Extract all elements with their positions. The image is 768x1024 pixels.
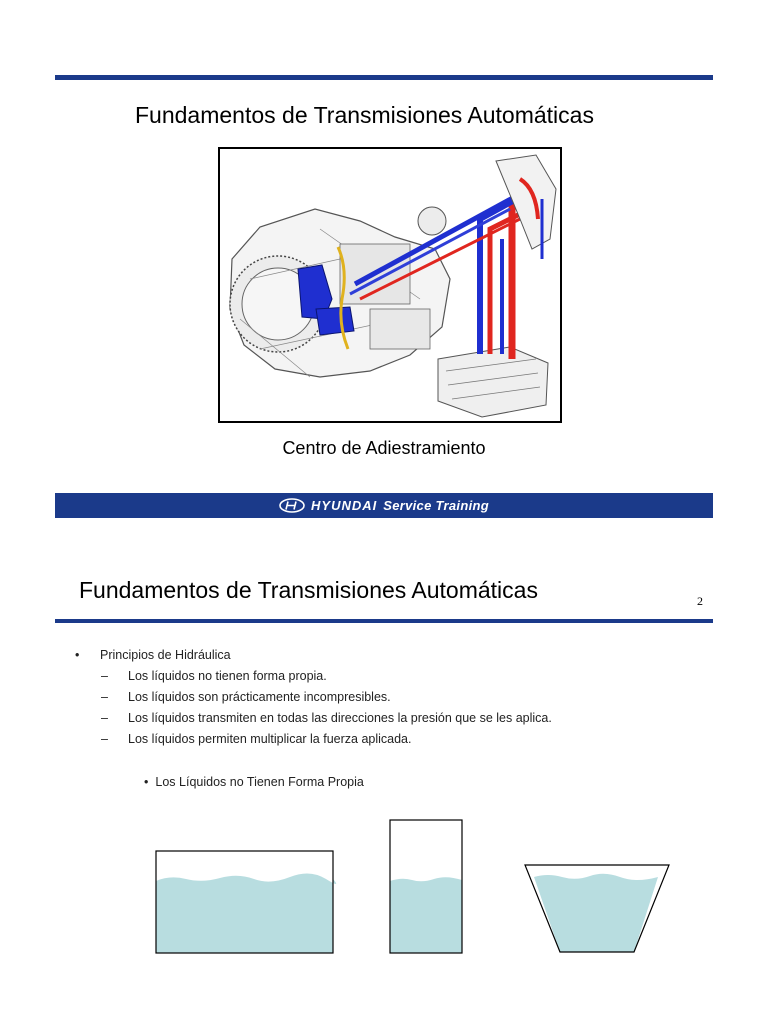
slide2-rule xyxy=(55,619,713,623)
valve-body xyxy=(438,347,548,417)
dash-icon: – xyxy=(101,711,108,725)
dash-icon: – xyxy=(101,690,108,704)
bullet-dot-icon: • xyxy=(75,648,80,662)
bullet-label: Principios de Hidráulica xyxy=(100,648,231,662)
hyundai-emblem-icon xyxy=(279,498,305,513)
subitem-text: Los líquidos permiten multiplicar la fuerza aplicada. xyxy=(128,732,412,746)
dash-icon: – xyxy=(101,732,108,746)
transmission-illustration xyxy=(218,147,562,423)
dash-icon: – xyxy=(101,669,108,683)
tall-container xyxy=(390,820,462,953)
hyundai-logo xyxy=(279,498,489,513)
sub-bullet-text: Los Líquidos no Tienen Forma Propia xyxy=(155,775,364,789)
list-item xyxy=(75,709,552,730)
service-training-banner xyxy=(55,493,713,518)
slide1-title: Fundamentos de Transmisiones Automáticas xyxy=(135,102,594,128)
list-item xyxy=(75,730,552,751)
subitem-text: Los líquidos no tienen forma propia. xyxy=(128,669,327,683)
page-number: 2 xyxy=(697,594,703,608)
slide2-title: Fundamentos de Transmisiones Automáticas xyxy=(79,577,538,603)
subitem-text: Los líquidos son prácticamente incompresibles. xyxy=(128,690,391,704)
bullet-dot-icon: • xyxy=(144,775,149,789)
liquid-fill-tall xyxy=(390,877,462,953)
wide-container xyxy=(156,851,336,953)
bullet-list xyxy=(75,646,552,751)
sub-bullet xyxy=(144,773,364,791)
slide1-caption: Centro de Adiestramiento xyxy=(282,438,486,458)
trapezoid-container xyxy=(525,865,669,952)
list-item xyxy=(75,646,552,667)
list-item xyxy=(75,688,552,709)
list-item xyxy=(75,667,552,688)
slide1-top-rule xyxy=(55,75,713,80)
liquid-fill-wide xyxy=(156,873,336,953)
banner-brand: HYUNDAI xyxy=(311,498,378,513)
banner-text: Service Training xyxy=(383,498,489,513)
liquid-fill-trapezoid xyxy=(534,874,658,952)
subitem-text: Los líquidos transmiten en todas las direcciones la presión que se les aplica. xyxy=(128,711,552,725)
liquid-containers-diagram xyxy=(150,815,680,960)
